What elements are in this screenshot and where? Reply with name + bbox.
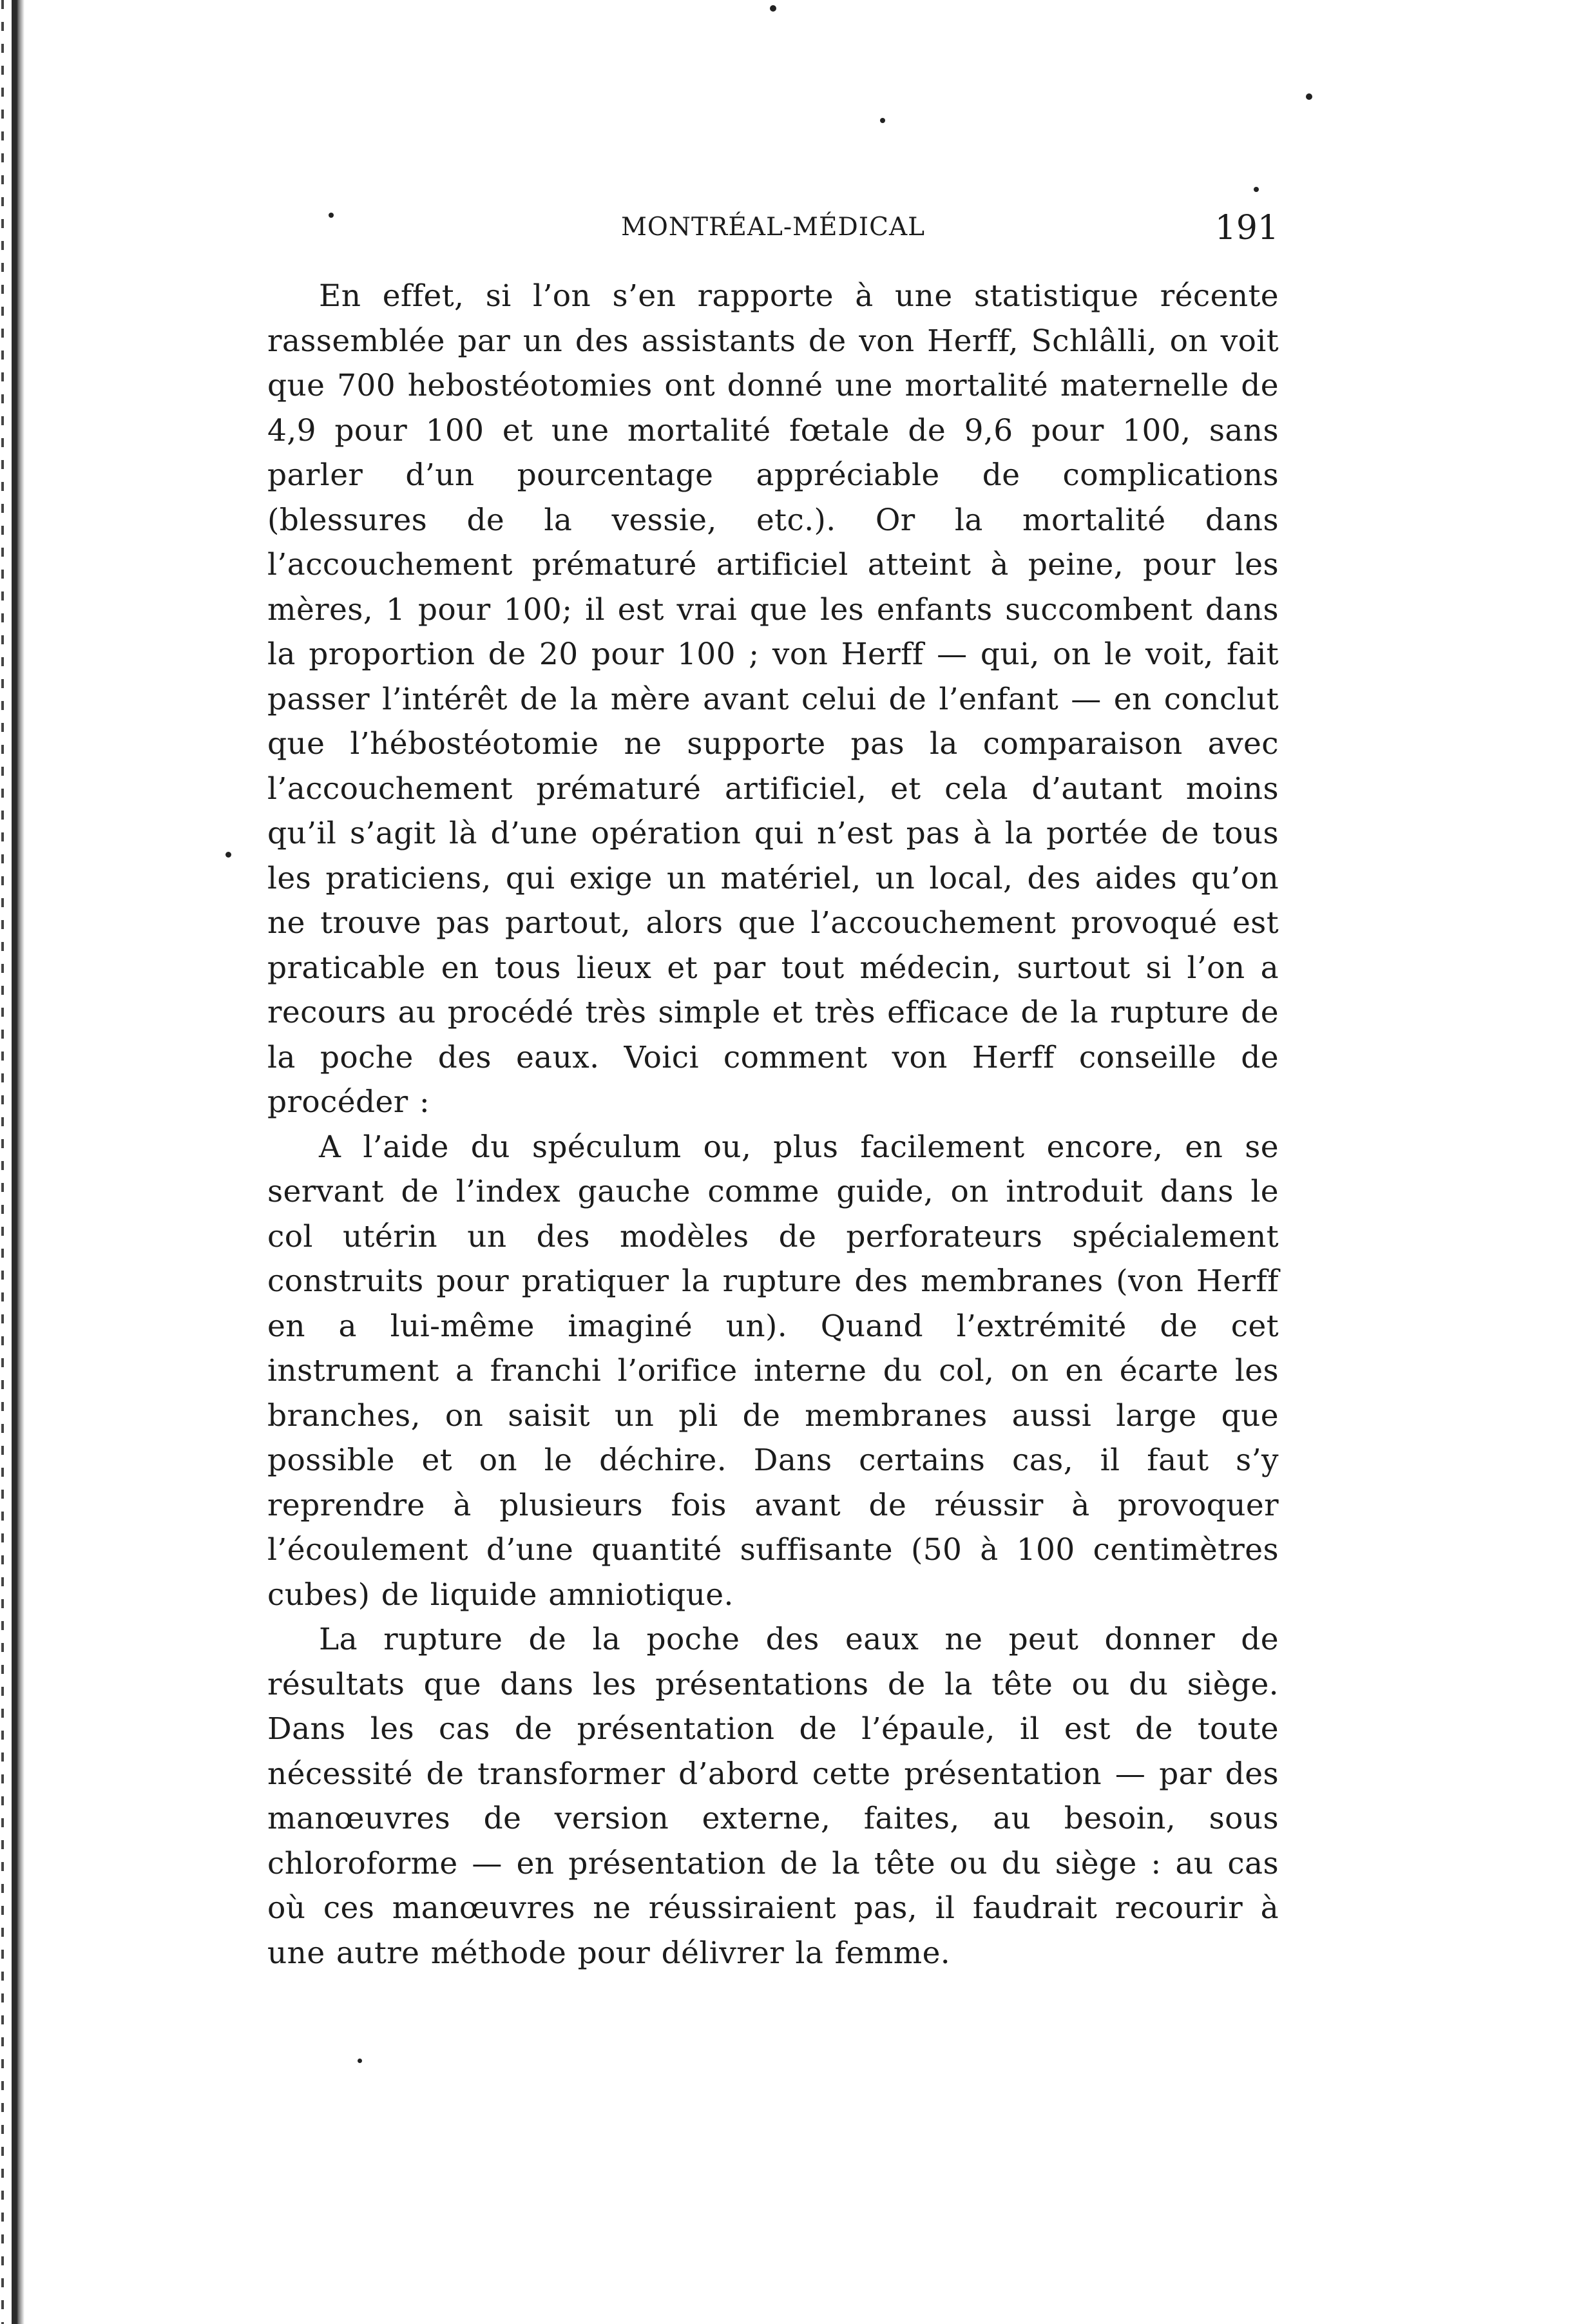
page-binding-marks xyxy=(1,0,4,2324)
running-header xyxy=(267,200,1279,251)
page-binding-edge xyxy=(12,0,24,2324)
paper-speck xyxy=(770,5,776,12)
page-number: 191 xyxy=(1214,209,1279,247)
paragraph: La rupture de la poche des eaux ne peut donner de résultats que dans les présentations de la tête ou du siège. Dans les cas de présentation de l’épaule, il est de toute nécessité de transformer d’abord cette présentation — par des manœuvres de version externe, faites, au besoin, sous chloroforme — en présentation de la tête ou du siège : au cas où ces manœuvres ne réussiraient pas, il faudrait recourir à une autre méthode pour délivrer la femme. xyxy=(267,1622,1279,1971)
journal-title: MONTRÉAL-MÉDICAL xyxy=(620,213,926,242)
paper-speck xyxy=(225,852,231,858)
paper-speck xyxy=(1254,187,1259,192)
paper-speck xyxy=(880,118,885,123)
paragraph: A l’aide du spéculum ou, plus facilement encore, en se servant de l’index gauche comme guide, on introduit dans le col utérin un des modèles de perforateurs spécialement construits pour pratiquer la rupture des membranes (von Herff en a lui-même imaginé un). Quand l’extrémité de cet instrument a franchi l’orifice interne du col, on en écarte les branches, on saisit un pli de membranes aussi large que possible et on le déchire. Dans certains cas, il faut s’y reprendre à plusieurs fois avant de réussir à provoquer l’écoulement d’une quantité suffisante (50 à 100 centimètres cubes) de liquide amniotique. xyxy=(267,1129,1279,1613)
paper-speck xyxy=(358,2059,362,2063)
paragraph: En effet, si l’on s’en rapporte à une statistique récente rassemblée par un des assistants de von Herff, Schlâlli, on voit que 700 hebostéotomies ont donné une mortalité maternelle de 4,9 pour 100 et une mortalité fœtale de 9,6 pour 100, sans parler d’un pourcentage appréciable de complications (blessures de la vessie, etc.). Or la mortalité dans l’accouchement prématuré artificiel atteint à peine, pour les mères, 1 pour 100; il est vrai que les enfants succombent dans la proportion de 20 pour 100 ; von Herff — qui, on le voit, fait passer l’intérêt de la mère avant celui de l’enfant — en conclut que l’hébostéotomie ne supporte pas la comparaison avec l’accouchement prématuré artificiel, et cela d’autant moins qu’il s’agit là d’une opération qui n’est pas à la portée de tous les praticiens, qui exige un matériel, un local, des aides qu’on ne trouve pas partout, alors que l’accouchement provoqué est praticable en tous lieux et par tout médecin, surtout si l’on a recours au procédé très simple et très efficace de la rupture de la poche des eaux. Voici comment von Herff conseille de procéder : xyxy=(267,278,1279,1120)
paper-speck xyxy=(1306,93,1312,100)
article-text xyxy=(267,274,1279,1975)
